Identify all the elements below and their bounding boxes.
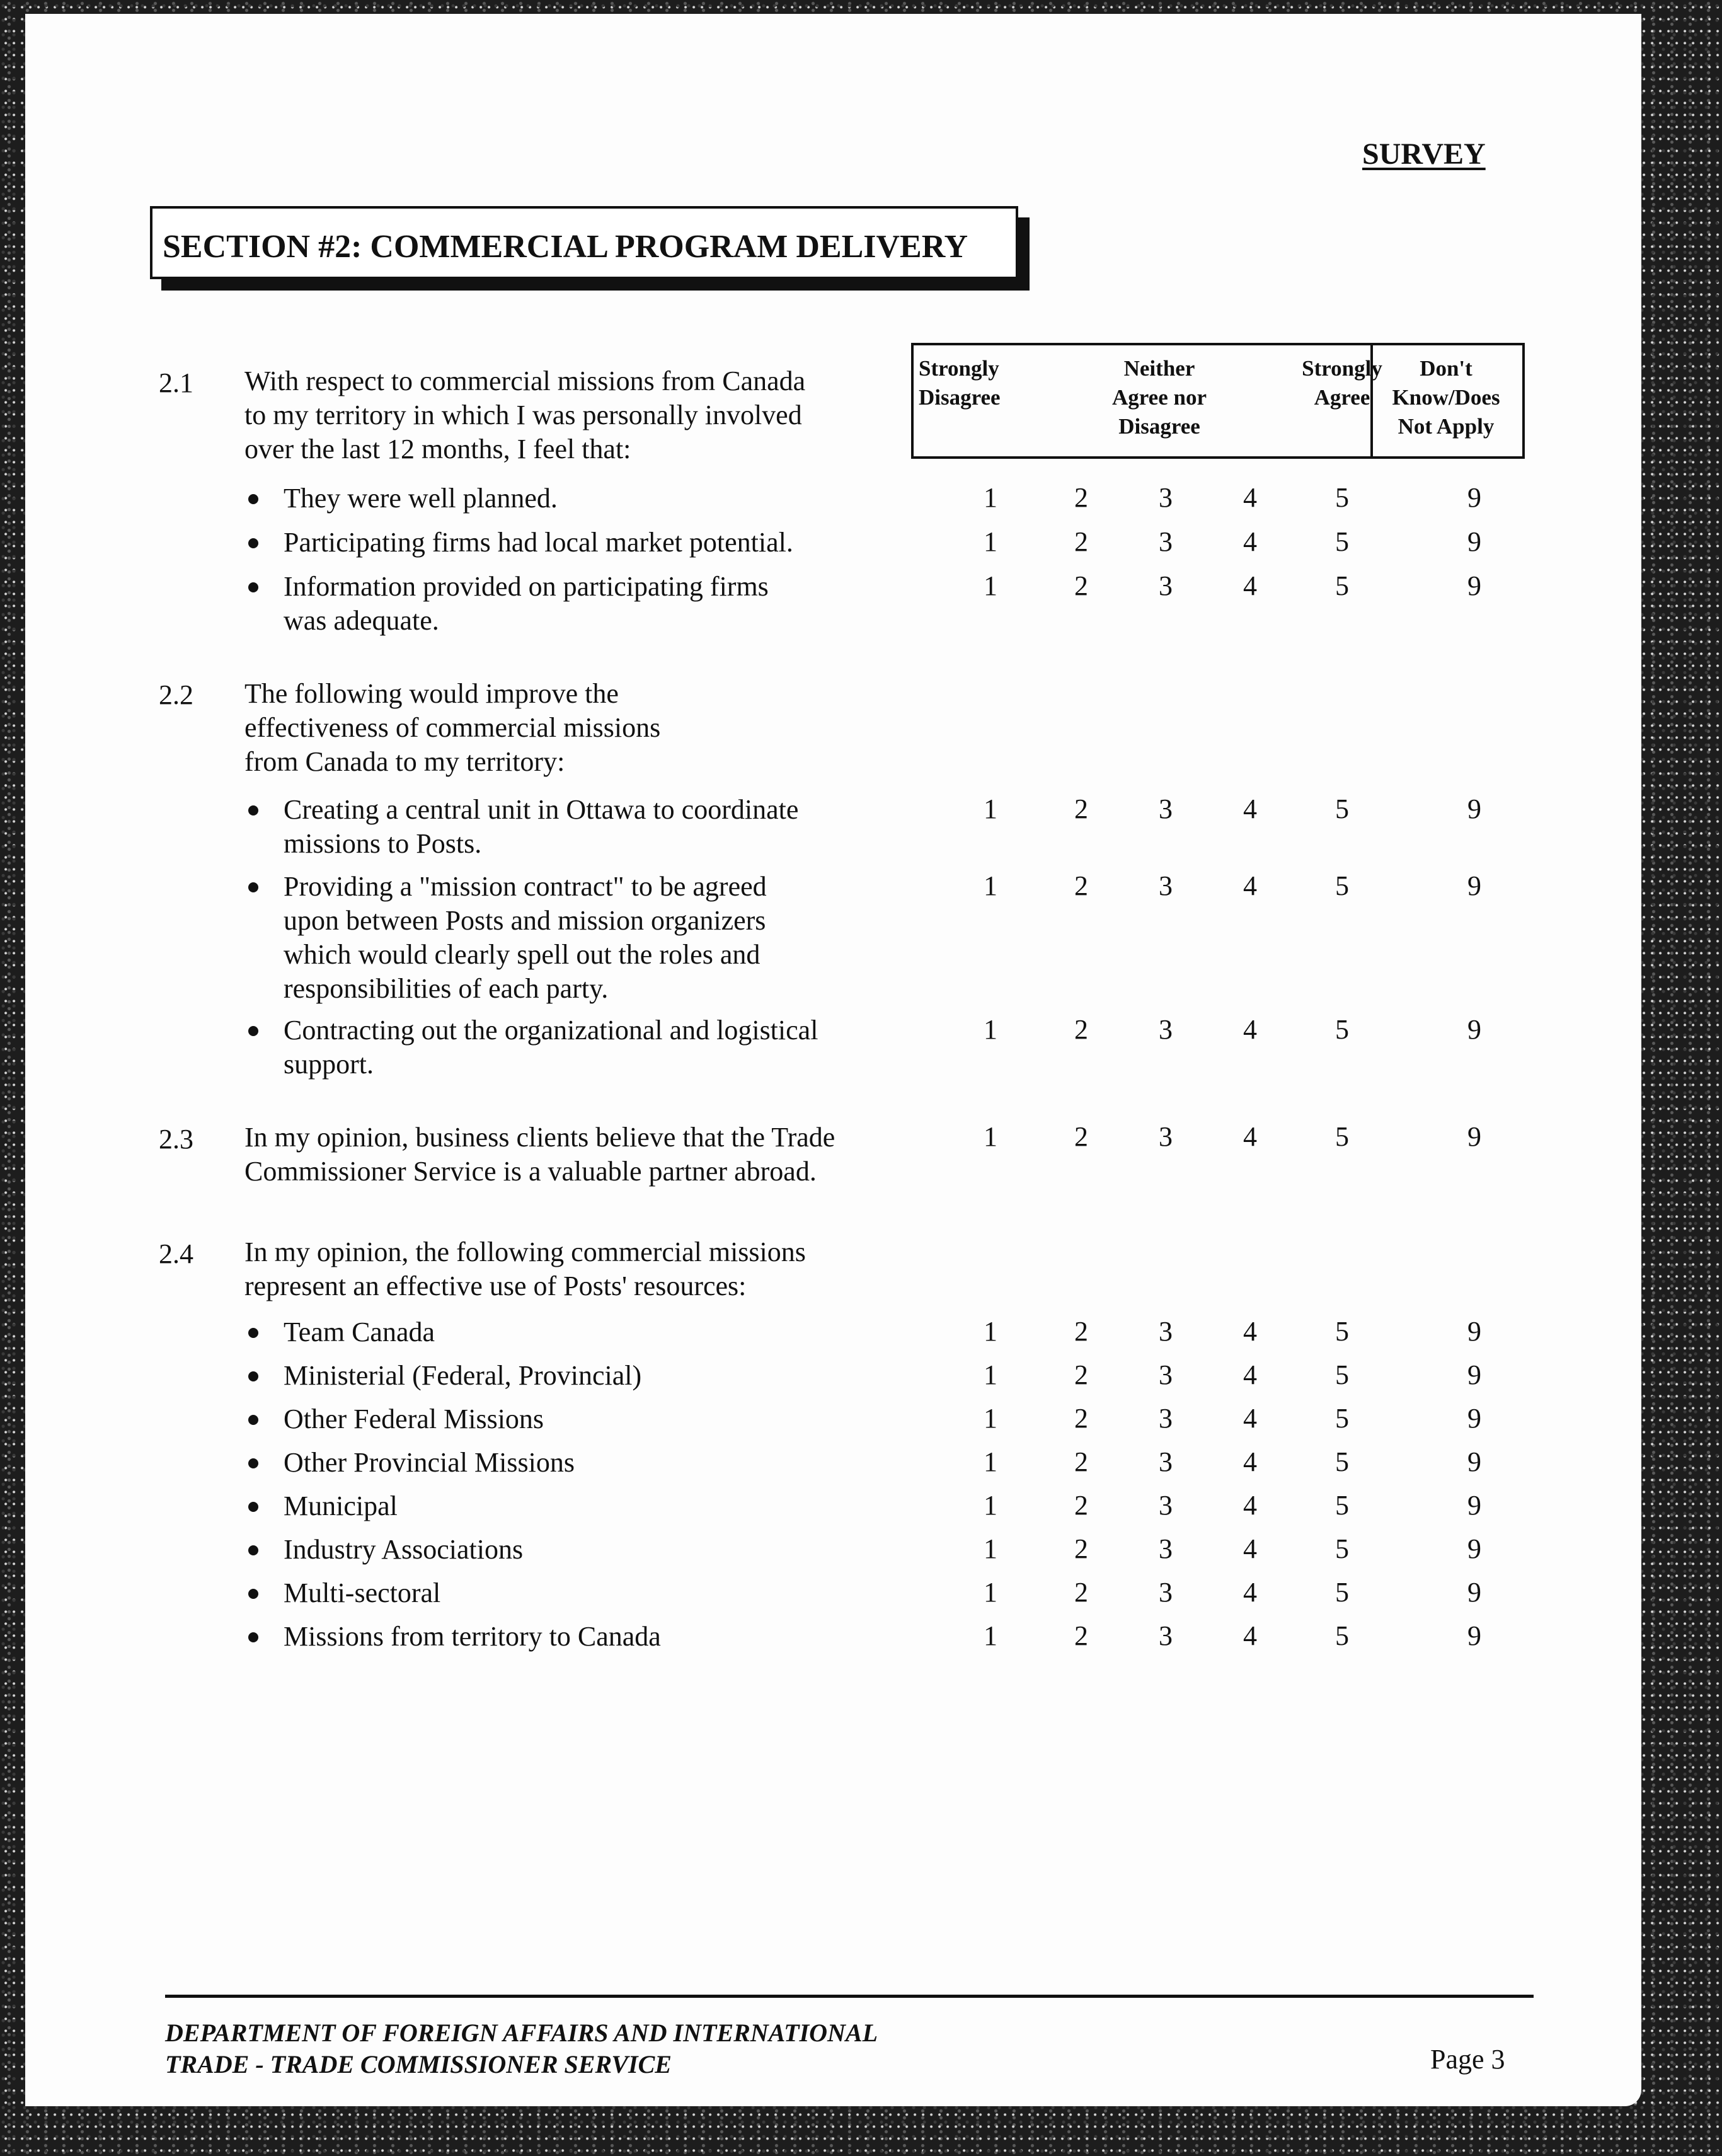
question-text-line: to my territory in which I was personally involved <box>244 400 802 430</box>
scale-neither-line: Disagree <box>1118 414 1200 439</box>
scale-strongly-agree-line: Strongly <box>1302 356 1382 381</box>
list-item <box>284 1489 398 1523</box>
list-item-line: Creating a central unit in Ottawa to coordinate <box>284 794 799 825</box>
scale-strongly-disagree-line: Disagree <box>919 385 1001 410</box>
list-item <box>284 1315 435 1349</box>
list-item-line: Contracting out the organizational and logistical <box>284 1015 818 1046</box>
rating-option-5: 5 <box>1335 1490 1349 1521</box>
list-item-line: Other Federal Missions <box>284 1404 544 1434</box>
bullet-icon <box>248 1415 258 1425</box>
scale-strongly-disagree <box>919 354 1057 412</box>
list-item-line: Municipal <box>284 1490 398 1521</box>
list-item-line: upon between Posts and mission organizers <box>284 905 766 936</box>
list-item-line: which would clearly spell out the roles and <box>284 939 761 970</box>
question-text <box>244 677 660 779</box>
rating-option-3: 3 <box>1159 1533 1173 1564</box>
rating-option-5: 5 <box>1335 1014 1349 1045</box>
rating-option-1: 1 <box>984 526 997 557</box>
rating-option-3: 3 <box>1159 1359 1173 1390</box>
section-title: SECTION #2: COMMERCIAL PROGRAM DELIVERY <box>163 229 968 265</box>
rating-option-1: 1 <box>984 1121 997 1152</box>
question-text <box>244 1121 835 1189</box>
list-item-line: responsibilities of each party. <box>284 973 609 1004</box>
scale-neither-line: Agree nor <box>1112 385 1207 410</box>
rating-option-9: 9 <box>1467 1403 1481 1434</box>
bullet-icon <box>248 1371 258 1381</box>
survey-label: SURVEY <box>1362 137 1486 171</box>
rating-option-2: 2 <box>1074 1316 1088 1347</box>
list-item <box>284 1013 818 1081</box>
rating-option-2: 2 <box>1074 1446 1088 1477</box>
rating-option-4: 4 <box>1243 1121 1257 1152</box>
rating-option-5: 5 <box>1335 1620 1349 1651</box>
rating-option-3: 3 <box>1159 870 1173 901</box>
list-item <box>284 870 767 1006</box>
question-text-line: from Canada to my territory: <box>244 746 565 777</box>
rating-option-1: 1 <box>984 1533 997 1564</box>
list-item <box>284 793 798 861</box>
question-text-line: Commissioner Service is a valuable partner abroad. <box>244 1156 817 1187</box>
rating-option-5: 5 <box>1335 1577 1349 1608</box>
question-text <box>244 1235 806 1303</box>
rating-option-4: 4 <box>1243 1403 1257 1434</box>
question-text-line: represent an effective use of Posts' resources: <box>244 1271 747 1301</box>
rating-option-4: 4 <box>1243 1620 1257 1651</box>
rating-option-9: 9 <box>1467 1577 1481 1608</box>
bullet-icon <box>248 538 258 548</box>
rating-option-3: 3 <box>1159 1620 1173 1651</box>
question-number: 2.4 <box>159 1238 193 1269</box>
rating-option-9: 9 <box>1467 526 1481 557</box>
rating-option-1: 1 <box>984 1014 997 1045</box>
rating-option-1: 1 <box>984 793 997 824</box>
page-number: Page 3 <box>1430 2044 1505 2075</box>
rating-option-4: 4 <box>1243 1446 1257 1477</box>
rating-option-4: 4 <box>1243 1359 1257 1390</box>
rating-option-4: 4 <box>1243 526 1257 557</box>
rating-option-9: 9 <box>1467 1121 1481 1152</box>
rating-option-5: 5 <box>1335 1121 1349 1152</box>
scale-neither <box>1084 354 1235 441</box>
list-item-line: They were well planned. <box>284 483 558 514</box>
rating-option-4: 4 <box>1243 482 1257 513</box>
rating-option-2: 2 <box>1074 1359 1088 1390</box>
rating-option-1: 1 <box>984 1446 997 1477</box>
rating-option-4: 4 <box>1243 1577 1257 1608</box>
bullet-icon <box>248 805 258 816</box>
rating-option-2: 2 <box>1074 870 1088 901</box>
question-number: 2.1 <box>159 367 193 398</box>
list-item-line: Participating firms had local market potential. <box>284 527 793 558</box>
bullet-icon <box>248 494 258 504</box>
rating-option-1: 1 <box>984 1316 997 1347</box>
rating-option-3: 3 <box>1159 1446 1173 1477</box>
list-item-line: Other Provincial Missions <box>284 1447 575 1478</box>
rating-option-2: 2 <box>1074 570 1088 601</box>
rating-option-1: 1 <box>984 1359 997 1390</box>
bullet-icon <box>248 1545 258 1555</box>
rating-option-9: 9 <box>1467 870 1481 901</box>
rating-option-5: 5 <box>1335 482 1349 513</box>
survey-page <box>25 14 1641 2106</box>
rating-option-1: 1 <box>984 870 997 901</box>
rating-option-5: 5 <box>1335 1316 1349 1347</box>
rating-option-3: 3 <box>1159 1490 1173 1521</box>
rating-option-9: 9 <box>1467 1359 1481 1390</box>
question-text-line: In my opinion, the following commercial missions <box>244 1237 806 1267</box>
footer-department-line1: DEPARTMENT OF FOREIGN AFFAIRS AND INTERNATIONAL <box>165 2019 878 2047</box>
rating-option-4: 4 <box>1243 570 1257 601</box>
scale-strongly-disagree-line: Strongly <box>919 356 999 381</box>
list-item <box>284 1620 661 1654</box>
rating-option-2: 2 <box>1074 793 1088 824</box>
footer-department-line2: TRADE - TRADE COMMISSIONER SERVICE <box>165 2050 672 2078</box>
rating-option-9: 9 <box>1467 1620 1481 1651</box>
rating-option-4: 4 <box>1243 1533 1257 1564</box>
rating-option-9: 9 <box>1467 1446 1481 1477</box>
question-text-line: over the last 12 months, I feel that: <box>244 434 631 464</box>
scale-dont-know-line: Not Apply <box>1398 414 1495 439</box>
scale-strongly-agree-line: Agree <box>1314 385 1370 410</box>
list-item-line: missions to Posts. <box>284 828 482 859</box>
rating-option-5: 5 <box>1335 570 1349 601</box>
rating-option-4: 4 <box>1243 870 1257 901</box>
scale-neither-line: Neither <box>1123 356 1195 381</box>
list-item-line: Multi-sectoral <box>284 1577 441 1608</box>
rating-option-3: 3 <box>1159 1121 1173 1152</box>
rating-option-2: 2 <box>1074 1577 1088 1608</box>
question-text-line: The following would improve the <box>244 678 619 709</box>
rating-option-2: 2 <box>1074 1403 1088 1434</box>
rating-option-5: 5 <box>1335 793 1349 824</box>
list-item <box>284 1446 575 1480</box>
scale-dont-know <box>1374 354 1518 441</box>
list-item <box>284 1576 440 1610</box>
footer-rule <box>165 1995 1534 1998</box>
list-item-line: Team Canada <box>284 1317 435 1347</box>
question-number: 2.3 <box>159 1124 193 1155</box>
rating-option-4: 4 <box>1243 1490 1257 1521</box>
rating-option-2: 2 <box>1074 482 1088 513</box>
rating-option-5: 5 <box>1335 1403 1349 1434</box>
bullet-icon <box>248 1026 258 1036</box>
rating-option-5: 5 <box>1335 526 1349 557</box>
rating-option-1: 1 <box>984 1577 997 1608</box>
list-item <box>284 570 769 638</box>
rating-option-1: 1 <box>984 1620 997 1651</box>
list-item-line: support. <box>284 1049 374 1080</box>
bullet-icon <box>248 882 258 892</box>
scale-dont-know-line: Don't <box>1420 356 1472 381</box>
rating-option-5: 5 <box>1335 870 1349 901</box>
bullet-icon <box>248 582 258 592</box>
list-item <box>284 1359 641 1393</box>
rating-option-9: 9 <box>1467 1014 1481 1045</box>
rating-option-2: 2 <box>1074 1014 1088 1045</box>
rating-option-4: 4 <box>1243 1316 1257 1347</box>
question-text <box>244 364 805 466</box>
rating-option-3: 3 <box>1159 1316 1173 1347</box>
rating-option-1: 1 <box>984 1490 997 1521</box>
rating-option-4: 4 <box>1243 793 1257 824</box>
bullet-icon <box>248 1589 258 1599</box>
bullet-icon <box>248 1632 258 1642</box>
rating-option-4: 4 <box>1243 1014 1257 1045</box>
rating-option-2: 2 <box>1074 1620 1088 1651</box>
list-item-line: Industry Associations <box>284 1534 524 1565</box>
rating-option-5: 5 <box>1335 1446 1349 1477</box>
question-number: 2.2 <box>159 679 193 710</box>
rating-option-2: 2 <box>1074 1490 1088 1521</box>
rating-option-2: 2 <box>1074 526 1088 557</box>
rating-option-9: 9 <box>1467 570 1481 601</box>
list-item <box>284 1402 544 1436</box>
rating-option-3: 3 <box>1159 793 1173 824</box>
question-text-line: In my opinion, business clients believe that the Trade <box>244 1122 835 1153</box>
rating-option-9: 9 <box>1467 482 1481 513</box>
rating-option-5: 5 <box>1335 1533 1349 1564</box>
rating-option-3: 3 <box>1159 1577 1173 1608</box>
rating-option-2: 2 <box>1074 1533 1088 1564</box>
list-item-line: was adequate. <box>284 605 439 636</box>
rating-option-9: 9 <box>1467 1533 1481 1564</box>
rating-option-9: 9 <box>1467 1316 1481 1347</box>
rating-option-1: 1 <box>984 1403 997 1434</box>
rating-option-9: 9 <box>1467 1490 1481 1521</box>
rating-option-3: 3 <box>1159 1403 1173 1434</box>
list-item-line: Ministerial (Federal, Provincial) <box>284 1360 642 1391</box>
bullet-icon <box>248 1502 258 1512</box>
list-item-line: Information provided on participating firms <box>284 571 769 602</box>
rating-option-3: 3 <box>1159 482 1173 513</box>
list-item-line: Missions from territory to Canada <box>284 1621 661 1652</box>
rating-option-5: 5 <box>1335 1359 1349 1390</box>
bullet-icon <box>248 1458 258 1468</box>
list-item <box>284 1533 523 1567</box>
question-text-line: effectiveness of commercial missions <box>244 712 661 743</box>
rating-option-1: 1 <box>984 570 997 601</box>
question-text-line: With respect to commercial missions from Canada <box>244 366 806 396</box>
bullet-icon <box>248 1328 258 1338</box>
rating-option-3: 3 <box>1159 570 1173 601</box>
rating-option-3: 3 <box>1159 1014 1173 1045</box>
list-item <box>284 481 558 516</box>
rating-option-2: 2 <box>1074 1121 1088 1152</box>
list-item-line: Providing a "mission contract" to be agreed <box>284 871 767 902</box>
scale-dont-know-line: Know/Does <box>1392 385 1500 410</box>
rating-option-3: 3 <box>1159 526 1173 557</box>
list-item <box>284 526 793 560</box>
rating-option-1: 1 <box>984 482 997 513</box>
rating-option-9: 9 <box>1467 793 1481 824</box>
